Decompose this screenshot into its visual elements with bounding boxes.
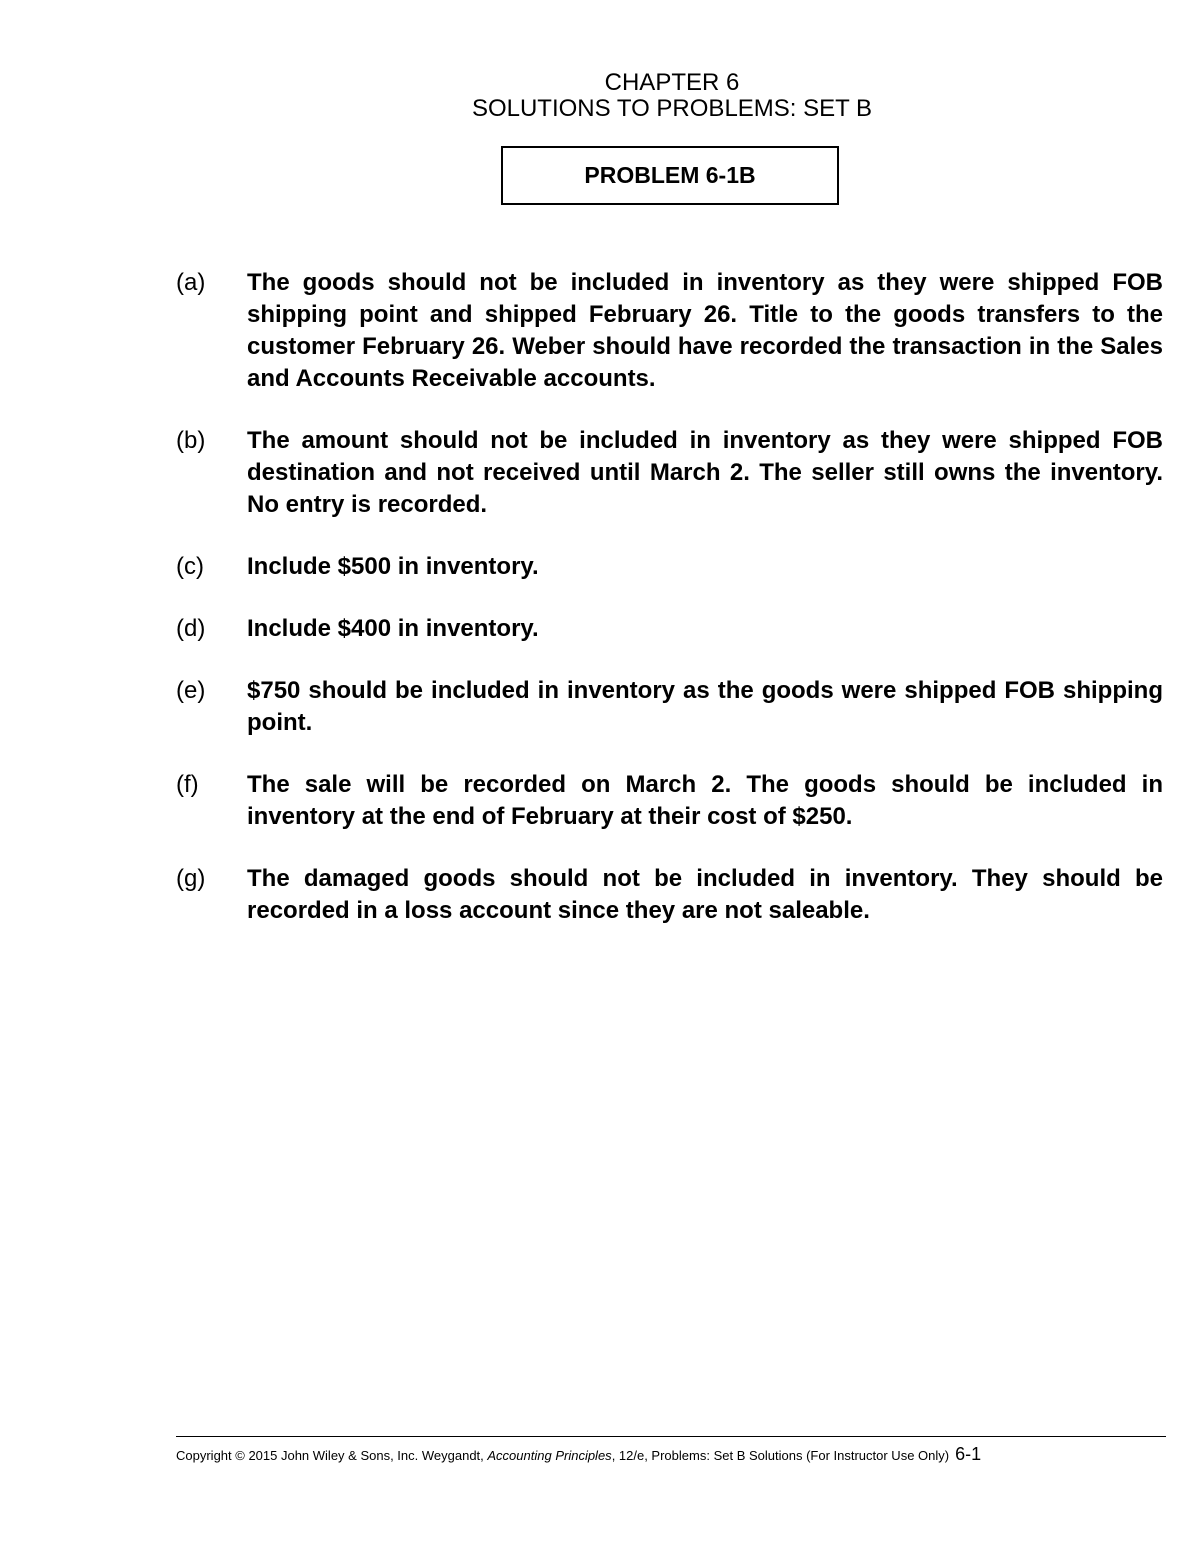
answer-letter: (c): [176, 553, 204, 580]
answer-letter: (b): [176, 427, 206, 454]
answer-letter: (g): [176, 865, 206, 892]
section-title: SOLUTIONS TO PROBLEMS: SET B: [471, 95, 873, 122]
answer-letter: (a): [176, 269, 206, 296]
chapter-title: CHAPTER 6: [604, 69, 740, 96]
page-footer: [176, 1443, 1166, 1467]
answer-item-g: [176, 863, 1163, 927]
answer-text: The amount should not be included in inventory as they were shipped FOB destination and not received until March 2. The seller still owns the inventory. No entry is recorded.: [247, 427, 1163, 518]
footer-book-title: Accounting Principles: [487, 1448, 612, 1463]
answer-list: [176, 267, 1163, 957]
problem-label-box: [501, 146, 839, 205]
page-number: 6-1: [955, 1444, 982, 1464]
page-header: [0, 70, 1200, 122]
answer-item-d: [176, 613, 1163, 645]
footer-copyright: Copyright © 2015 John Wiley & Sons, Inc. Weygandt,: [176, 1448, 488, 1463]
footer-edition: , 12/e, Problems: Set B Solutions (For Instructor Use Only): [611, 1448, 950, 1463]
answer-text: Include $500 in inventory.: [247, 553, 539, 580]
answer-item-b: [176, 425, 1163, 521]
footer-divider: [176, 1436, 1166, 1437]
problem-label: PROBLEM 6-1B: [584, 162, 756, 188]
answer-letter: (e): [176, 677, 206, 704]
answer-item-f: [176, 769, 1163, 833]
answer-text: Include $400 in inventory.: [247, 615, 539, 642]
answer-text: The damaged goods should not be included in inventory. They should be recorded in a loss account since they are not saleable.: [247, 865, 1163, 924]
answer-item-e: [176, 675, 1163, 739]
answer-item-c: [176, 551, 1163, 583]
answer-text: $750 should be included in inventory as the goods were shipped FOB shipping point.: [247, 677, 1163, 736]
answer-letter: (f): [176, 771, 199, 798]
answer-text: The sale will be recorded on March 2. The goods should be included in inventory at the end of February at their cost of $250.: [247, 771, 1163, 830]
answer-text: The goods should not be included in inventory as they were shipped FOB shipping point and shipped February 26. Title to the goods transfers to the customer February 26. Weber should have recorded the transaction in the Sales and Accounts Receivable accounts.: [247, 269, 1163, 392]
answer-item-a: [176, 267, 1163, 395]
answer-letter: (d): [176, 615, 206, 642]
